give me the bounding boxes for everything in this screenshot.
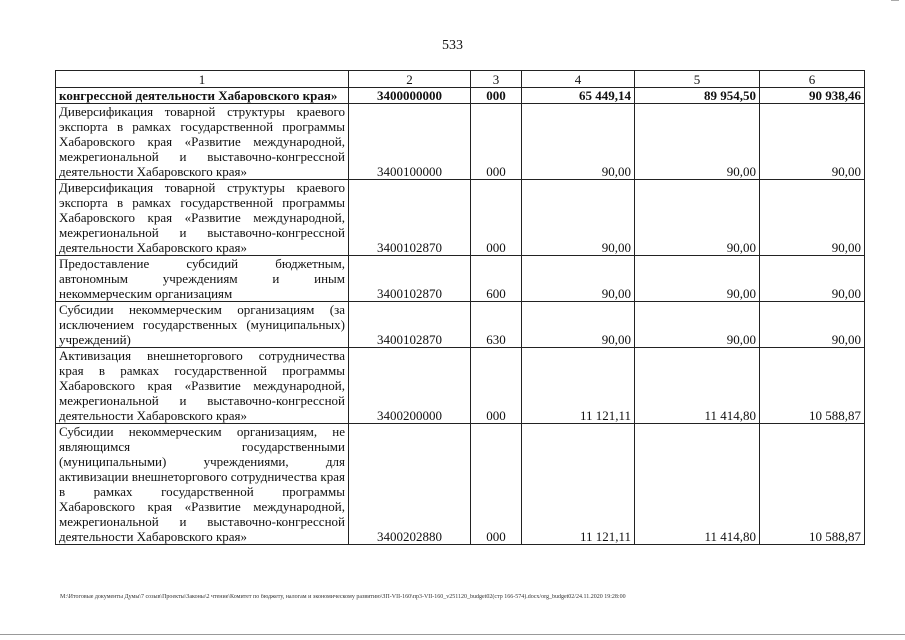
row-value-2: 11 414,80 <box>635 424 760 545</box>
header-col-6: 6 <box>760 71 865 88</box>
row-value-1: 90,00 <box>522 104 635 180</box>
header-col-4: 4 <box>522 71 635 88</box>
row-value-3: 10 588,87 <box>760 348 865 424</box>
row-value-1: 90,00 <box>522 180 635 256</box>
row-expense-type: 630 <box>471 302 522 348</box>
row-description: Субсидии некоммерческим организациям (за исключением государственных (муниципальных) учреждений) <box>56 302 349 348</box>
page-number: 533 <box>442 38 463 53</box>
row-target-code: 3400102870 <box>349 180 471 256</box>
row-expense-type: 600 <box>471 256 522 302</box>
row-value-1: 11 121,11 <box>522 348 635 424</box>
header-col-1: 1 <box>56 71 349 88</box>
header-col-5: 5 <box>635 71 760 88</box>
row-target-code: 3400102870 <box>349 302 471 348</box>
row-value-3: 10 588,87 <box>760 424 865 545</box>
header-col-3: 3 <box>471 71 522 88</box>
row-value-3: 90,00 <box>760 256 865 302</box>
row-target-code: 3400202880 <box>349 424 471 545</box>
row-value-3: 90 938,46 <box>760 88 865 104</box>
row-target-code: 3400000000 <box>349 88 471 104</box>
row-expense-type: 000 <box>471 104 522 180</box>
row-value-3: 90,00 <box>760 302 865 348</box>
row-value-1: 65 449,14 <box>522 88 635 104</box>
row-description: Активизация внешнеторгового сотрудничества края в рамках государственной программы Хабаровского края «Развитие международной, межрегиональной и выставочно-конгрессной деятельности Хабаровского края» <box>56 348 349 424</box>
corner-mark <box>891 0 899 1</box>
row-value-2: 89 954,50 <box>635 88 760 104</box>
row-target-code: 3400200000 <box>349 348 471 424</box>
row-description: Предоставление субсидий бюджетным, автономным учреждениям и иным некоммерческим организациям <box>56 256 349 302</box>
row-target-code: 3400100000 <box>349 104 471 180</box>
row-description: Диверсификация товарной структуры краевого экспорта в рамках государственной программы Хабаровского края «Развитие международной, межрегиональной и выставочно-конгрессной деятельности Хабаровского края» <box>56 104 349 180</box>
row-expense-type: 000 <box>471 180 522 256</box>
table-row <box>56 424 865 545</box>
table-row <box>56 348 865 424</box>
row-value-1: 11 121,11 <box>522 424 635 545</box>
row-value-1: 90,00 <box>522 256 635 302</box>
row-expense-type: 000 <box>471 88 522 104</box>
budget-table <box>55 70 865 545</box>
row-description: конгрессной деятельности Хабаровского края» <box>56 88 349 104</box>
row-value-2: 90,00 <box>635 180 760 256</box>
row-value-2: 90,00 <box>635 104 760 180</box>
row-expense-type: 000 <box>471 348 522 424</box>
row-value-2: 90,00 <box>635 256 760 302</box>
row-value-3: 90,00 <box>760 104 865 180</box>
row-value-2: 11 414,80 <box>635 348 760 424</box>
table-row <box>56 88 865 104</box>
table-row <box>56 104 865 180</box>
footer-file-path: M:\Итоговые документы Думы\7 созыв\Проекты\Законы\2 чтение\Комитет по бюджету, налогам и экономическому развитию\ЗП-VII-160\пр3-VII-160_v251120_budget02(стр 166-574).docx/org_budget02/24.11.2020 19:28:00 <box>60 594 626 600</box>
row-description: Субсидии некоммерческим организациям, не являющимся государственными (муниципальными) учреждениями, для активизации внешнеторгового сотрудничества края в рамках государственной программы Хабаровского края «Развитие международной, межрегиональной и выставочно-конгрессной деятельности Хабаровского края» <box>56 424 349 545</box>
row-value-3: 90,00 <box>760 180 865 256</box>
table-row <box>56 302 865 348</box>
header-col-2: 2 <box>349 71 471 88</box>
row-value-2: 90,00 <box>635 302 760 348</box>
row-target-code: 3400102870 <box>349 256 471 302</box>
table-row <box>56 256 865 302</box>
page-bottom-divider <box>0 634 905 635</box>
table-row <box>56 180 865 256</box>
header-row <box>56 71 865 88</box>
row-expense-type: 000 <box>471 424 522 545</box>
row-value-1: 90,00 <box>522 302 635 348</box>
row-description: Диверсификация товарной структуры краевого экспорта в рамках государственной программы Хабаровского края «Развитие международной, межрегиональной и выставочно-конгрессной деятельности Хабаровского края» <box>56 180 349 256</box>
